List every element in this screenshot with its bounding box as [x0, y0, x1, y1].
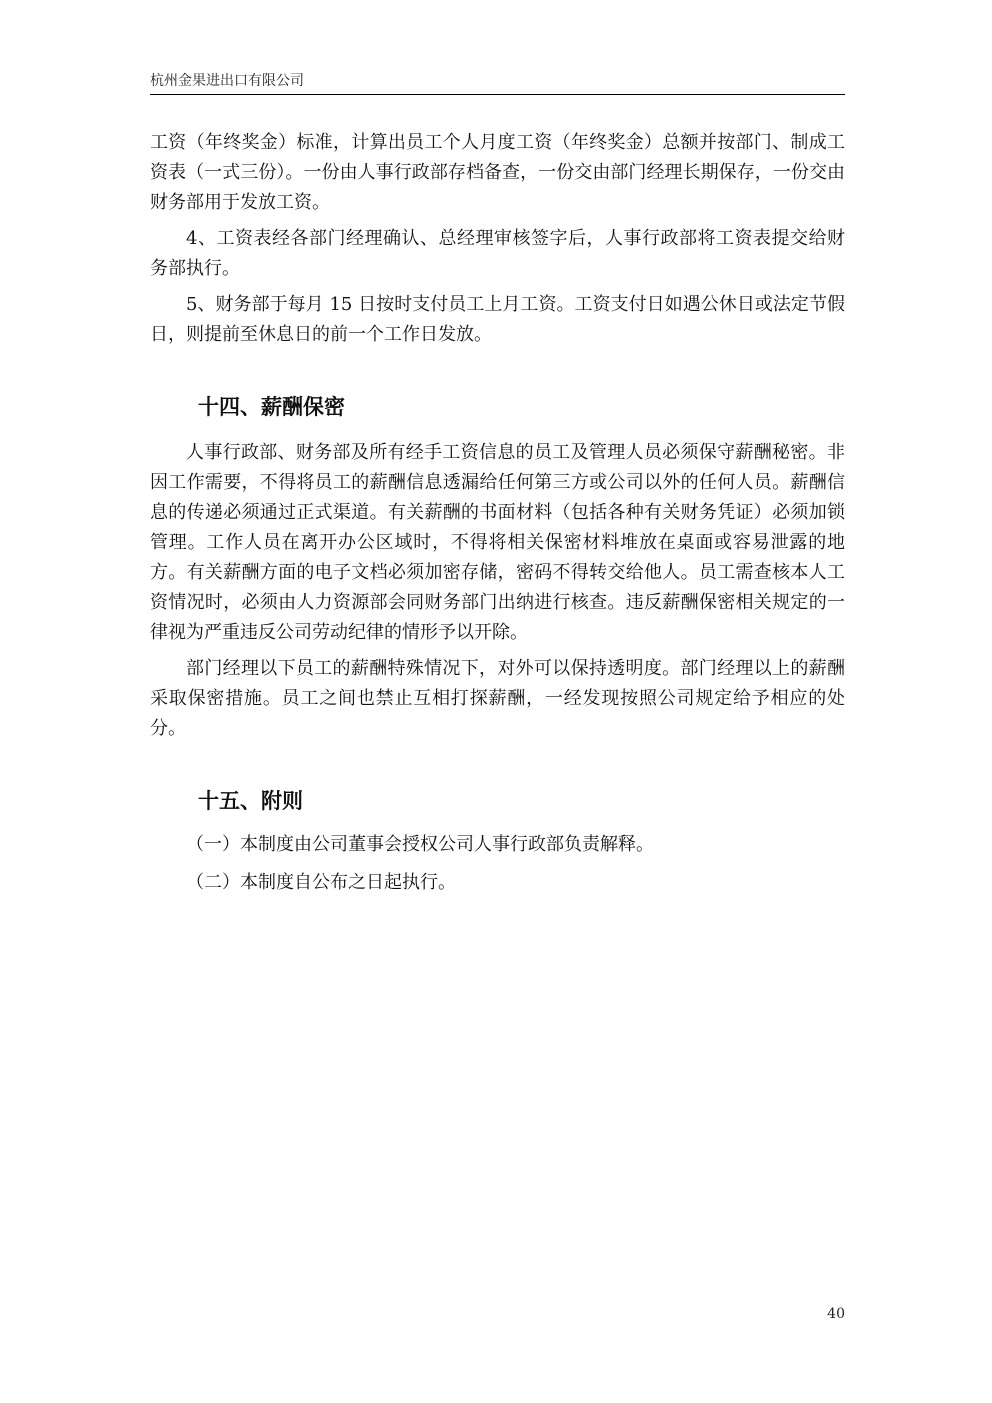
paragraph-item-5: 5、财务部于每月 15 日按时支付员工上月工资。工资支付日如遇公休日或法定节假日，则提前至休息日的前一个工作日发放。 [150, 294, 845, 345]
header-company-name: 杭州金果进出口有限公司 [150, 73, 304, 89]
document-body [150, 128, 845, 898]
section-heading-salary-confidentiality: 十四、薪酬保密 [198, 395, 345, 419]
page-number: 40 [827, 1306, 845, 1322]
appendix-item-1: （一）本制度由公司董事会授权公司人事行政部负责解释。 [186, 834, 654, 855]
page-header [150, 72, 845, 95]
appendix-item-2: （二）本制度自公布之日起执行。 [186, 872, 456, 893]
paragraph-item-4: 4、工资表经各部门经理确认、总经理审核签字后，人事行政部将工资表提交给财务部执行。 [150, 228, 845, 279]
paragraph-payroll-table-continued: 工资（年终奖金）标准，计算出员工个人月度工资（年终奖金）总额并按部门、制成工资表（一式三份）。一份由人事行政部存档备查，一份交由部门经理长期保存，一份交由财务部用于发放工资。 [150, 132, 845, 213]
paragraph-confidentiality-rules: 人事行政部、财务部及所有经手工资信息的员工及管理人员必须保守薪酬秘密。非因工作需要，不得将员工的薪酬信息透漏给任何第三方或公司以外的任何人员。薪酬信息的传递必须通过正式渠道。有关薪酬的书面材料（包括各种有关财务凭证）必须加锁管理。工作人员在离开办公区域时，不得将相关保密材料堆放在桌面或容易泄露的地方。有关薪酬方面的电子文档必须加密存储，密码不得转交给他人。员工需查核本人工资情况时，必须由人力资源部会同财务部门出纳进行核查。违反薪酬保密相关规定的一律视为严重违反公司劳动纪律的情形予以开除。 [150, 442, 845, 643]
paragraph-transparency-rules: 部门经理以下员工的薪酬特殊情况下，对外可以保持透明度。部门经理以上的薪酬采取保密措施。员工之间也禁止互相打探薪酬，一经发现按照公司规定给予相应的处分。 [150, 658, 845, 739]
section-heading-supplementary-provisions: 十五、附则 [198, 789, 303, 813]
